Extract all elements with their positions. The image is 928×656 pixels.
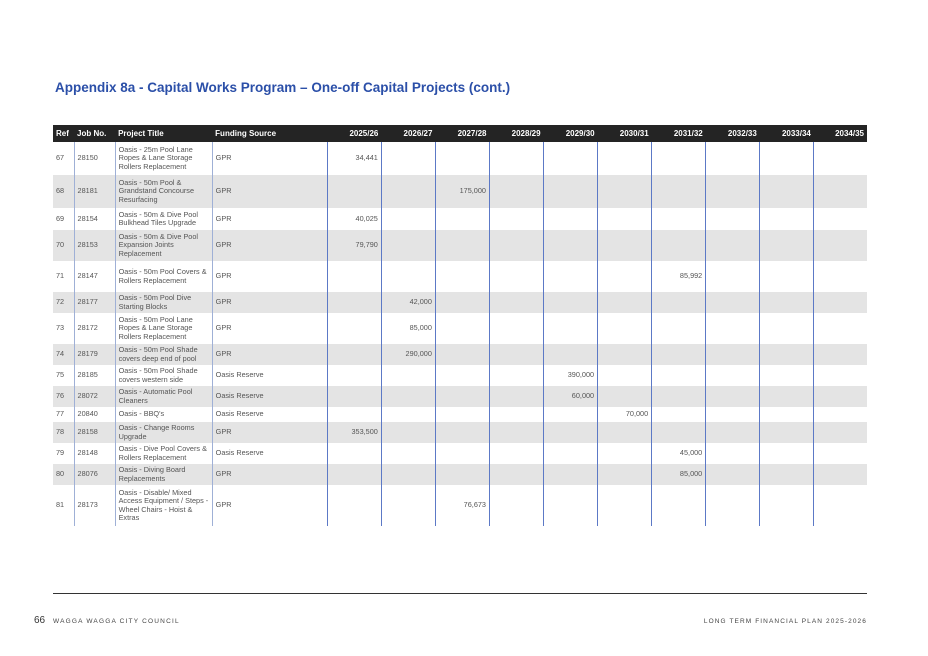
table-row bbox=[53, 175, 867, 208]
year-value-cell bbox=[760, 175, 814, 208]
year-value-cell bbox=[544, 464, 598, 485]
year-value-cell: 85,992 bbox=[652, 261, 706, 292]
year-value-cell bbox=[544, 175, 598, 208]
year-value-cell bbox=[598, 344, 652, 365]
year-value-cell bbox=[706, 443, 760, 464]
table-row bbox=[53, 365, 867, 386]
year-value-cell bbox=[490, 230, 544, 261]
funding-source-cell: GPR bbox=[212, 344, 327, 365]
year-value-cell bbox=[490, 292, 544, 313]
year-value-cell bbox=[814, 292, 867, 313]
year-value-cell bbox=[435, 208, 489, 230]
year-value-cell bbox=[327, 407, 381, 422]
year-value-cell: 175,000 bbox=[435, 175, 489, 208]
year-value-cell bbox=[598, 230, 652, 261]
funding-source-cell: GPR bbox=[212, 485, 327, 526]
council-name: WAGGA WAGGA CITY COUNCIL bbox=[53, 618, 180, 625]
year-value-cell bbox=[381, 230, 435, 261]
year-value-cell bbox=[760, 386, 814, 407]
table-row bbox=[53, 464, 867, 485]
year-value-cell bbox=[706, 464, 760, 485]
year-value-cell bbox=[814, 261, 867, 292]
year-value-cell bbox=[544, 230, 598, 261]
job-no-cell: 28150 bbox=[74, 142, 115, 175]
table-row bbox=[53, 230, 867, 261]
ref-cell: 71 bbox=[56, 271, 65, 281]
year-value-cell bbox=[760, 443, 814, 464]
year-value-cell bbox=[814, 464, 867, 485]
page-number: 66 bbox=[34, 615, 46, 626]
year-value-cell bbox=[327, 344, 381, 365]
year-value-cell bbox=[760, 407, 814, 422]
year-value-cell bbox=[814, 230, 867, 261]
year-value-cell: 45,000 bbox=[652, 443, 706, 464]
table-row bbox=[53, 142, 867, 175]
ref-cell: 75 bbox=[56, 370, 65, 380]
year-value-cell bbox=[490, 313, 544, 344]
funding-source-cell: GPR bbox=[212, 292, 327, 313]
year-value-cell bbox=[652, 230, 706, 261]
year-value-cell bbox=[435, 422, 489, 443]
year-value-cell bbox=[327, 485, 381, 526]
year-value-cell bbox=[652, 142, 706, 175]
year-value-cell bbox=[544, 292, 598, 313]
table-row bbox=[53, 386, 867, 407]
ref-cell: 78 bbox=[53, 422, 74, 443]
year-value-cell bbox=[381, 422, 435, 443]
year-value-cell bbox=[706, 407, 760, 422]
year-value-cell bbox=[544, 208, 598, 230]
column-header-project-title: Project Title bbox=[115, 125, 212, 142]
year-value-cell bbox=[435, 344, 489, 365]
year-value-cell bbox=[435, 365, 489, 386]
year-value-cell bbox=[598, 313, 652, 344]
year-value-cell bbox=[652, 365, 706, 386]
year-value-cell bbox=[706, 386, 760, 407]
ref-cell: 80 bbox=[53, 464, 74, 485]
footer-divider bbox=[53, 593, 867, 594]
year-value-cell: 290,000 bbox=[381, 344, 435, 365]
year-value-cell bbox=[435, 313, 489, 344]
year-value-cell bbox=[652, 344, 706, 365]
year-value-cell bbox=[490, 464, 544, 485]
project-title-cell: Oasis - 25m Pool Lane Ropes & Lane Storage Rollers Replacement bbox=[115, 142, 212, 175]
year-value-cell bbox=[598, 422, 652, 443]
column-header-ref: Ref bbox=[53, 125, 74, 142]
year-value-cell bbox=[652, 208, 706, 230]
job-no-cell: 28153 bbox=[74, 230, 115, 261]
year-value-cell bbox=[327, 313, 381, 344]
year-value-cell bbox=[760, 142, 814, 175]
year-value-cell bbox=[544, 142, 598, 175]
year-value-cell bbox=[706, 365, 760, 386]
project-title-cell: Oasis - 50m Pool Shade covers western side bbox=[115, 365, 212, 386]
column-header-job-no: Job No. bbox=[74, 125, 115, 142]
year-value-cell bbox=[760, 313, 814, 344]
year-value-cell bbox=[544, 422, 598, 443]
year-value-cell bbox=[544, 485, 598, 526]
year-value-cell bbox=[327, 175, 381, 208]
project-title-cell: Oasis - BBQ's bbox=[115, 407, 212, 422]
ref-cell: 79 bbox=[56, 448, 65, 458]
year-value-cell bbox=[706, 175, 760, 208]
year-value-cell bbox=[706, 208, 760, 230]
funding-source-cell: GPR bbox=[212, 422, 327, 443]
year-value-cell bbox=[544, 443, 598, 464]
year-value-cell bbox=[327, 365, 381, 386]
year-value-cell bbox=[598, 175, 652, 208]
table-row bbox=[53, 485, 867, 526]
ref-cell: 74 bbox=[53, 344, 74, 365]
year-value-cell bbox=[652, 386, 706, 407]
job-no-cell: 28147 bbox=[74, 261, 115, 292]
year-value-cell bbox=[490, 344, 544, 365]
year-value-cell bbox=[598, 261, 652, 292]
project-title-cell: Oasis - Change Rooms Upgrade bbox=[115, 422, 212, 443]
year-value-cell bbox=[598, 485, 652, 526]
table-header-row bbox=[53, 125, 867, 142]
job-no-cell: 28181 bbox=[74, 175, 115, 208]
year-value-cell bbox=[490, 407, 544, 422]
funding-source-cell: Oasis Reserve bbox=[212, 386, 327, 407]
year-value-cell bbox=[652, 175, 706, 208]
year-value-cell bbox=[381, 261, 435, 292]
year-value-cell bbox=[435, 464, 489, 485]
year-value-cell bbox=[435, 261, 489, 292]
table-row bbox=[53, 261, 867, 292]
year-value-cell bbox=[490, 485, 544, 526]
year-value-cell bbox=[706, 344, 760, 365]
year-value-cell bbox=[490, 443, 544, 464]
year-value-cell bbox=[652, 422, 706, 443]
year-value-cell bbox=[490, 261, 544, 292]
year-value-cell bbox=[381, 175, 435, 208]
ref-cell: 70 bbox=[53, 230, 74, 261]
year-value-cell bbox=[652, 292, 706, 313]
year-value-cell bbox=[381, 464, 435, 485]
year-value-cell bbox=[814, 365, 867, 386]
column-header-year: 2028/29 bbox=[490, 125, 544, 142]
year-value-cell bbox=[760, 344, 814, 365]
job-no-cell: 28154 bbox=[74, 208, 115, 230]
year-value-cell bbox=[760, 422, 814, 443]
year-value-cell: 79,790 bbox=[327, 230, 381, 261]
year-value-cell bbox=[544, 261, 598, 292]
year-value-cell bbox=[814, 443, 867, 464]
table-row bbox=[53, 313, 867, 344]
year-value-cell bbox=[435, 443, 489, 464]
year-value-cell bbox=[435, 407, 489, 422]
year-value-cell bbox=[327, 386, 381, 407]
year-value-cell bbox=[598, 443, 652, 464]
column-header-year: 2025/26 bbox=[327, 125, 381, 142]
funding-source-cell: GPR bbox=[212, 175, 327, 208]
year-value-cell bbox=[435, 292, 489, 313]
year-value-cell bbox=[381, 485, 435, 526]
year-value-cell bbox=[381, 407, 435, 422]
year-value-cell: 76,673 bbox=[435, 485, 489, 526]
year-value-cell bbox=[652, 313, 706, 344]
year-value-cell bbox=[652, 407, 706, 422]
year-value-cell bbox=[760, 208, 814, 230]
year-value-cell: 85,000 bbox=[381, 313, 435, 344]
year-value-cell: 70,000 bbox=[598, 407, 652, 422]
year-value-cell: 85,000 bbox=[652, 464, 706, 485]
funding-source-cell: Oasis Reserve bbox=[212, 407, 327, 422]
project-title-cell: Oasis - Diving Board Replacements bbox=[115, 464, 212, 485]
year-value-cell bbox=[490, 386, 544, 407]
column-header-year: 2030/31 bbox=[598, 125, 652, 142]
year-value-cell bbox=[760, 292, 814, 313]
ref-cell: 77 bbox=[56, 409, 65, 419]
year-value-cell bbox=[814, 344, 867, 365]
year-value-cell bbox=[598, 142, 652, 175]
ref-cell: 68 bbox=[53, 175, 74, 208]
year-value-cell bbox=[381, 142, 435, 175]
year-value-cell bbox=[760, 365, 814, 386]
funding-source-cell: GPR bbox=[212, 464, 327, 485]
year-value-cell bbox=[814, 485, 867, 526]
document-name: LONG TERM FINANCIAL PLAN 2025-2026 bbox=[703, 618, 867, 625]
column-header-year: 2029/30 bbox=[544, 125, 598, 142]
year-value-cell bbox=[706, 422, 760, 443]
year-value-cell bbox=[490, 422, 544, 443]
ref-cell: 69 bbox=[56, 213, 65, 223]
funding-source-cell: Oasis Reserve bbox=[212, 365, 327, 386]
table-row bbox=[53, 208, 867, 230]
year-value-cell: 34,441 bbox=[327, 142, 381, 175]
column-header-year: 2033/34 bbox=[760, 125, 814, 142]
year-value-cell bbox=[814, 175, 867, 208]
year-value-cell bbox=[760, 464, 814, 485]
year-value-cell bbox=[706, 292, 760, 313]
year-value-cell bbox=[490, 208, 544, 230]
funding-source-cell: GPR bbox=[212, 313, 327, 344]
job-no-cell: 28172 bbox=[74, 313, 115, 344]
project-title-cell: Oasis - 50m Pool & Grandstand Concourse Resurfacing bbox=[115, 175, 212, 208]
ref-cell: 81 bbox=[56, 500, 65, 510]
job-no-cell: 28173 bbox=[74, 485, 115, 526]
year-value-cell bbox=[490, 175, 544, 208]
table-row bbox=[53, 407, 867, 422]
year-value-cell bbox=[544, 407, 598, 422]
job-no-cell: 20840 bbox=[74, 407, 115, 422]
project-title-cell: Oasis - Automatic Pool Cleaners bbox=[115, 386, 212, 407]
job-no-cell: 28148 bbox=[74, 443, 115, 464]
year-value-cell bbox=[490, 142, 544, 175]
year-value-cell: 40,025 bbox=[327, 208, 381, 230]
year-value-cell bbox=[435, 230, 489, 261]
funding-source-cell: GPR bbox=[212, 142, 327, 175]
project-title-cell: Oasis - 50m Pool Lane Ropes & Lane Storage Rollers Replacement bbox=[115, 313, 212, 344]
year-value-cell bbox=[814, 386, 867, 407]
year-value-cell bbox=[381, 443, 435, 464]
year-value-cell: 390,000 bbox=[544, 365, 598, 386]
job-no-cell: 28179 bbox=[74, 344, 115, 365]
year-value-cell bbox=[598, 292, 652, 313]
column-header-funding-source: Funding Source bbox=[212, 125, 327, 142]
column-header-year: 2026/27 bbox=[381, 125, 435, 142]
year-value-cell bbox=[381, 208, 435, 230]
job-no-cell: 28177 bbox=[74, 292, 115, 313]
project-title-cell: Oasis - 50m Pool Shade covers deep end of pool bbox=[115, 344, 212, 365]
year-value-cell bbox=[490, 365, 544, 386]
column-header-year: 2031/32 bbox=[652, 125, 706, 142]
ref-cell: 72 bbox=[53, 292, 74, 313]
year-value-cell bbox=[760, 261, 814, 292]
year-value-cell bbox=[814, 208, 867, 230]
job-no-cell: 28076 bbox=[74, 464, 115, 485]
year-value-cell bbox=[598, 365, 652, 386]
ref-cell: 73 bbox=[56, 323, 65, 333]
year-value-cell bbox=[814, 142, 867, 175]
year-value-cell bbox=[544, 344, 598, 365]
project-title-cell: Oasis - 50m & Dive Pool Bulkhead Tiles Upgrade bbox=[115, 208, 212, 230]
year-value-cell: 60,000 bbox=[544, 386, 598, 407]
year-value-cell bbox=[760, 230, 814, 261]
year-value-cell bbox=[435, 386, 489, 407]
year-value-cell bbox=[598, 386, 652, 407]
ref-cell: 76 bbox=[53, 386, 74, 407]
year-value-cell bbox=[706, 313, 760, 344]
job-no-cell: 28072 bbox=[74, 386, 115, 407]
year-value-cell bbox=[814, 407, 867, 422]
table-row bbox=[53, 292, 867, 313]
year-value-cell: 353,500 bbox=[327, 422, 381, 443]
table-row bbox=[53, 443, 867, 464]
year-value-cell bbox=[652, 485, 706, 526]
table-row bbox=[53, 344, 867, 365]
capital-works-table bbox=[53, 125, 867, 526]
job-no-cell: 28185 bbox=[74, 365, 115, 386]
column-header-year: 2027/28 bbox=[435, 125, 489, 142]
funding-source-cell: GPR bbox=[212, 208, 327, 230]
year-value-cell bbox=[760, 485, 814, 526]
year-value-cell bbox=[814, 313, 867, 344]
year-value-cell bbox=[706, 485, 760, 526]
year-value-cell bbox=[327, 464, 381, 485]
year-value-cell bbox=[327, 443, 381, 464]
project-title-cell: Oasis - Dive Pool Covers & Rollers Replacement bbox=[115, 443, 212, 464]
job-no-cell: 28158 bbox=[74, 422, 115, 443]
project-title-cell: Oasis - Disable/ Mixed Access Equipment / Steps - Wheel Chairs - Hoist & Extras bbox=[115, 485, 212, 526]
year-value-cell bbox=[327, 261, 381, 292]
year-value-cell bbox=[435, 142, 489, 175]
year-value-cell bbox=[327, 292, 381, 313]
funding-source-cell: Oasis Reserve bbox=[212, 443, 327, 464]
ref-cell: 67 bbox=[56, 153, 65, 163]
table-row bbox=[53, 422, 867, 443]
year-value-cell bbox=[381, 365, 435, 386]
table-body bbox=[53, 142, 867, 526]
project-title-cell: Oasis - 50m Pool Dive Starting Blocks bbox=[115, 292, 212, 313]
project-title-cell: Oasis - 50m & Dive Pool Expansion Joints Replacement bbox=[115, 230, 212, 261]
year-value-cell bbox=[706, 261, 760, 292]
project-title-cell: Oasis - 50m Pool Covers & Rollers Replacement bbox=[115, 261, 212, 292]
funding-source-cell: GPR bbox=[212, 230, 327, 261]
year-value-cell bbox=[814, 422, 867, 443]
column-header-year: 2032/33 bbox=[706, 125, 760, 142]
funding-source-cell: GPR bbox=[212, 261, 327, 292]
year-value-cell bbox=[706, 142, 760, 175]
page-title: Appendix 8a - Capital Works Program – One-off Capital Projects (cont.) bbox=[55, 80, 511, 95]
year-value-cell bbox=[706, 230, 760, 261]
year-value-cell: 42,000 bbox=[381, 292, 435, 313]
column-header-year: 2034/35 bbox=[814, 125, 867, 142]
year-value-cell bbox=[544, 313, 598, 344]
year-value-cell bbox=[598, 464, 652, 485]
year-value-cell bbox=[598, 208, 652, 230]
year-value-cell bbox=[381, 386, 435, 407]
